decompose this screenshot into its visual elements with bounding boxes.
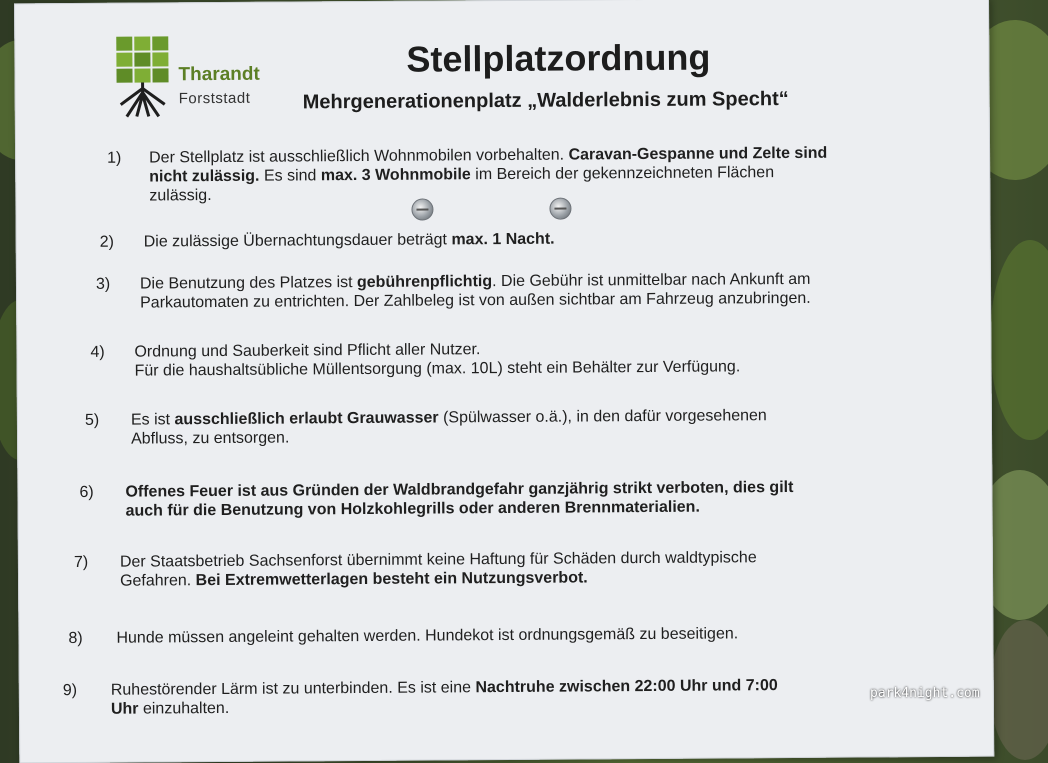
- rule-text-normal: einzuhalten.: [138, 699, 230, 718]
- rule-text-normal: Ordnung und Sauberkeit sind Pflicht aller Nutzer.: [134, 341, 481, 361]
- campsite-rules-sign: [14, 0, 994, 763]
- rule-item-7: [73, 547, 874, 590]
- rule-text-normal: Es ist: [130, 411, 175, 429]
- rule-text-normal: Abfluss, zu entsorgen.: [130, 429, 290, 448]
- tree-logo-icon: [114, 34, 171, 118]
- rule-text: [149, 144, 828, 206]
- rule-text: [134, 338, 740, 380]
- rule-text-bold: Bei Extremwetterlagen besteht ein Nutzungsverbot.: [195, 569, 588, 590]
- rule-line: [135, 357, 741, 380]
- rule-text-normal: Hunde müssen angeleint gehalten werden. Hundekot ist ordnungsgemäß zu beseitigen.: [116, 625, 739, 647]
- logo-subtitle: Forststadt: [178, 89, 251, 108]
- rule-line: [140, 289, 811, 313]
- rule-text-bold: Uhr: [110, 700, 139, 718]
- rule-text: [144, 230, 555, 252]
- sign-title: Stellplatzordnung: [406, 36, 711, 80]
- rule-text-bold: ausschließlich erlaubt Grauwasser: [174, 409, 439, 429]
- rule-line: [120, 567, 757, 590]
- rule-text-bold: Offenes Feuer ist aus Gründen der Waldbrandgefahr ganzjährig strikt verboten, dies gilt: [125, 478, 794, 501]
- rule-text: [116, 624, 738, 647]
- rule-text-normal: Ruhestörender Lärm ist zu unterbinden. Es ist eine: [110, 679, 476, 699]
- rule-text-bold: auch für die Benutzung von Holzkohlegrills oder anderen Brennmaterialien.: [125, 498, 700, 520]
- rule-item-4: [90, 337, 890, 380]
- rule-text-normal: Parkautomaten zu entrichten. Der Zahlbeleg ist von außen sichtbar am Fahrzeug anzubringen.: [140, 289, 811, 312]
- rule-number: 8): [68, 629, 83, 648]
- logo-name: Tharandt: [178, 63, 260, 86]
- rule-text-normal: im Bereich der gekennzeichneten Flächen: [470, 164, 775, 184]
- rule-text-bold: gebührenpflichtig: [356, 273, 493, 292]
- watermark: park4night.com: [870, 686, 980, 701]
- rule-text-bold: nicht zulässig.: [149, 167, 260, 186]
- rule-text: [140, 270, 811, 313]
- rule-text-bold: Caravan-Gespanne und Zelte sind: [568, 144, 828, 164]
- rule-text-normal: Für die haushaltsübliche Müllentsorgung (max. 10L) steht ein Behälter zur Verfügung.: [134, 358, 741, 380]
- rule-number: 6): [79, 483, 94, 501]
- rule-item-9: [62, 675, 863, 718]
- rule-text-bold: max. 3 Wohnmobile: [320, 166, 471, 185]
- rule-line: [125, 497, 793, 521]
- rule-line: [111, 695, 778, 719]
- rule-text: [131, 406, 767, 448]
- sign-subtitle: Mehrgenerationenplatz „Walderlebnis zum Specht“: [302, 87, 789, 114]
- rule-number: 2): [99, 233, 114, 251]
- rule-number: 4): [90, 343, 105, 361]
- rule-text-normal: Die Benutzung des Platzes ist: [139, 274, 358, 293]
- rule-text-normal: Gefahren.: [119, 572, 196, 590]
- rule-number: 1): [107, 149, 122, 167]
- rule-number: 5): [84, 411, 100, 429]
- rule-text-bold: Nachtruhe zwischen 22:00 Uhr und 7:00: [475, 677, 778, 697]
- rule-item-3: [95, 269, 896, 312]
- rule-text: [125, 478, 793, 521]
- rule-text-bold: max. 1 Nacht.: [451, 230, 555, 249]
- rule-text-normal: Es sind: [259, 167, 321, 185]
- rule-item-8: [68, 623, 868, 648]
- rule-number: 9): [62, 681, 78, 700]
- rule-item-5: [84, 405, 885, 448]
- rule-line: [144, 230, 555, 252]
- rule-text-normal: Die zulässige Übernachtungsdauer beträgt: [143, 231, 452, 251]
- rule-number: 7): [73, 553, 89, 571]
- rule-line: [131, 425, 767, 448]
- rule-number: 3): [95, 275, 111, 293]
- rule-item-6: [79, 477, 879, 520]
- rule-text-normal: . Die Gebühr ist unmittelbar nach Ankunft am: [492, 270, 811, 291]
- tharandt-logo: [114, 34, 285, 120]
- rule-text-normal: zulässig.: [149, 187, 212, 205]
- rule-text-normal: (Spülwasser o.ä.), in den dafür vorgesehenen: [438, 407, 767, 427]
- rule-line: [116, 624, 738, 647]
- rule-text: [120, 548, 757, 590]
- rule-text-normal: Der Staatsbetrieb Sachsenforst übernimmt keine Haftung für Schäden durch waldtypische: [119, 549, 757, 571]
- rule-text-normal: Der Stellplatz ist ausschließlich Wohnmobilen vorbehalten.: [149, 146, 569, 167]
- rule-item-2: [99, 227, 900, 251]
- rule-text: [111, 676, 778, 719]
- rule-item-1: [107, 143, 907, 205]
